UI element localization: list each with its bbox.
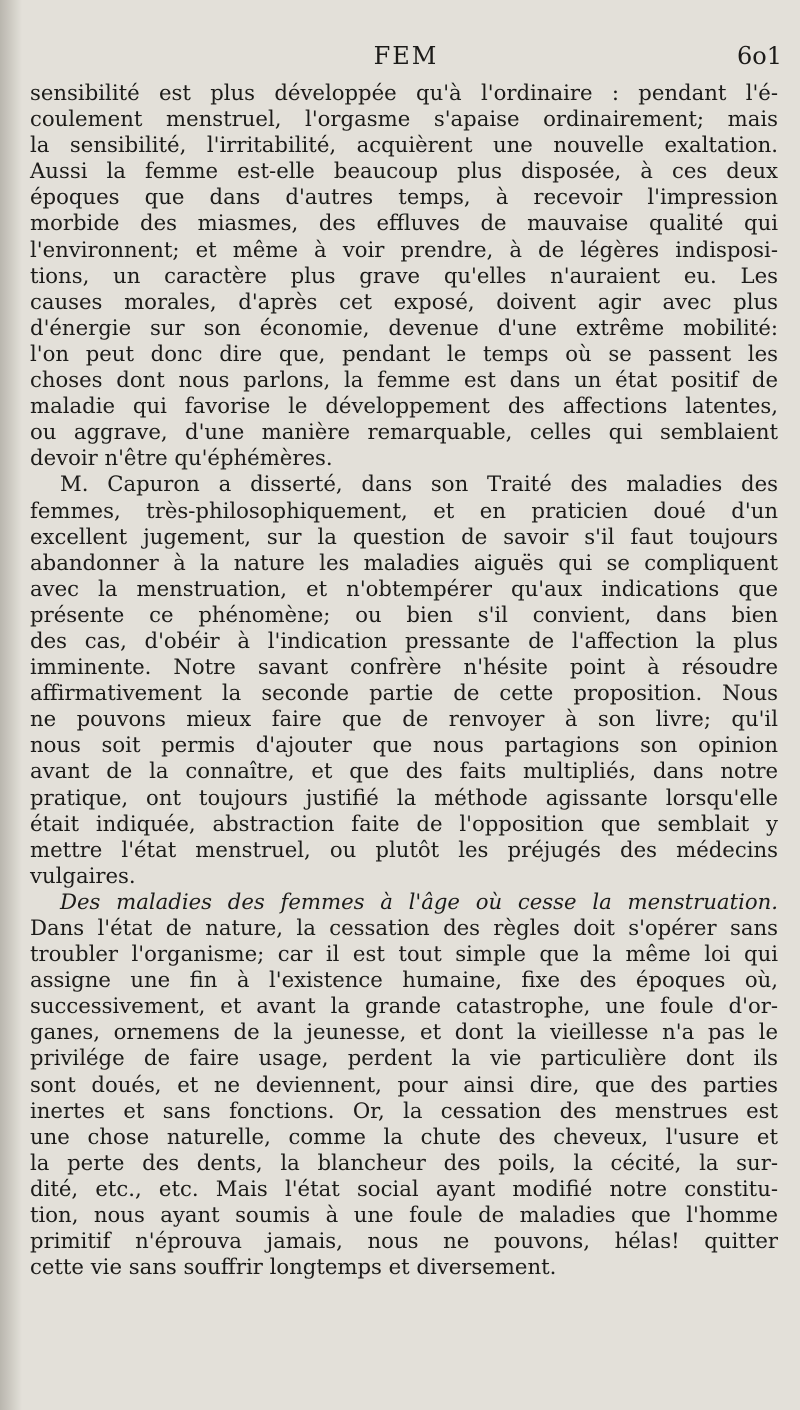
text-line: mettre l'état menstruel, ou plutôt les préjugés des médecins [30, 836, 778, 862]
text-line: imminente. Notre savant confrère n'hésite point à résoudre [30, 654, 778, 680]
text-line: avant de la connaître, et que des faits multipliés, dans notre [30, 758, 778, 784]
text-line: primitif n'éprouva jamais, nous ne pouvons, hélas! quitter [30, 1228, 778, 1254]
text-line: excellent jugement, sur la question de savoir s'il faut toujours [30, 523, 778, 549]
text-line: d'énergie sur son économie, devenue d'une extrême mobilité: [30, 314, 778, 340]
text-line: M. Capuron a disserté, dans son Traité des maladies des [60, 471, 778, 497]
text-line: était indiquée, abstraction faite de l'opposition que semblait y [30, 810, 778, 836]
text-line: une chose naturelle, comme la chute des cheveux, l'usure et [30, 1123, 778, 1149]
text-line: la perte des dents, la blancheur des poils, la cécité, la sur- [30, 1149, 778, 1175]
text-line: époques que dans d'autres temps, à recevoir l'impression [30, 184, 778, 210]
text-line: maladie qui favorise le développement des affections latentes, [30, 393, 778, 419]
text-line: affirmativement la seconde partie de cette proposition. Nous [30, 680, 778, 706]
page-number: 6o1 [737, 42, 782, 70]
text-line: sensibilité est plus développée qu'à l'ordinaire : pendant l'é- [30, 80, 778, 105]
text-line: Dans l'état de nature, la cessation des règles doit s'opérer sans [30, 915, 778, 940]
text-line: sont doués, et ne deviennent, pour ainsi dire, que des parties [30, 1071, 778, 1097]
text-line: ganes, ornemens de la jeunesse, et dont la vieillesse n'a pas le [30, 1019, 778, 1045]
gutter-shadow [0, 0, 22, 1410]
text-line: Aussi la femme est-elle beaucoup plus disposée, à ces deux [30, 158, 778, 184]
text-line: cette vie sans souffrir longtemps et diversement. [30, 1254, 557, 1280]
text-line: présente ce phénomène; ou bien s'il convient, dans bien [30, 601, 778, 627]
text-line: l'on peut donc dire que, pendant le temps où se passent les [30, 340, 778, 366]
text-line: abandonner à la nature les maladies aiguës qui se compliquent [30, 549, 778, 575]
text-line: avec la menstruation, et n'obtempérer qu'aux indications que [30, 575, 778, 601]
text-line: tion, nous ayant soumis à une foule de maladies que l'homme [30, 1202, 778, 1228]
text-line: inertes et sans fonctions. Or, la cessation des menstrues est [30, 1097, 778, 1123]
text-line: ne pouvons mieux faire que de renvoyer à son livre; qu'il [30, 706, 778, 732]
page-header [30, 42, 782, 78]
text-line: troubler l'organisme; car il est tout simple que la même loi qui [30, 941, 778, 967]
text-line: tions, un caractère plus grave qu'elles n'auraient eu. Les [30, 262, 778, 288]
text-line: femmes, très-philosophiquement, et en praticien doué d'un [30, 497, 778, 523]
text-line: dité, etc., etc. Mais l'état social ayant modifié notre constitu- [30, 1175, 778, 1201]
running-head: FEM [373, 42, 439, 70]
section-heading: Des maladies des femmes à l'âge où cesse la menstruation. [60, 888, 778, 914]
text-line: causes morales, d'après cet exposé, doivent agir avec plus [30, 288, 778, 314]
text-line: coulement menstruel, l'orgasme s'apaise ordinairement; mais [30, 106, 778, 132]
text-line: des cas, d'obéir à l'indication pressante de l'affection la plus [30, 627, 778, 653]
text-line: nous soit permis d'ajouter que nous partagions son opinion [30, 732, 778, 758]
text-line: privilége de faire usage, perdent la vie particulière dont ils [30, 1045, 778, 1071]
text-line: successivement, et avant la grande catastrophe, une foule d'or- [30, 993, 778, 1019]
text-line: choses dont nous parlons, la femme est dans un état positif de [30, 367, 778, 393]
text-line: ou aggrave, d'une manière remarquable, celles qui semblaient [30, 419, 778, 445]
text-line: la sensibilité, l'irritabilité, acquièrent une nouvelle exaltation. [30, 132, 778, 158]
text-line: assigne une fin à l'existence humaine, fixe des époques où, [30, 967, 778, 993]
text-line: devoir n'être qu'éphémères. [30, 445, 333, 471]
body-text [30, 80, 778, 1280]
text-line: vulgaires. [30, 862, 136, 888]
text-line: pratique, ont toujours justifié la méthode agissante lorsqu'elle [30, 784, 778, 810]
text-line: morbide des miasmes, des effluves de mauvaise qualité qui [30, 210, 778, 236]
text-line: l'environnent; et même à voir prendre, à de légères indisposi- [30, 236, 778, 262]
